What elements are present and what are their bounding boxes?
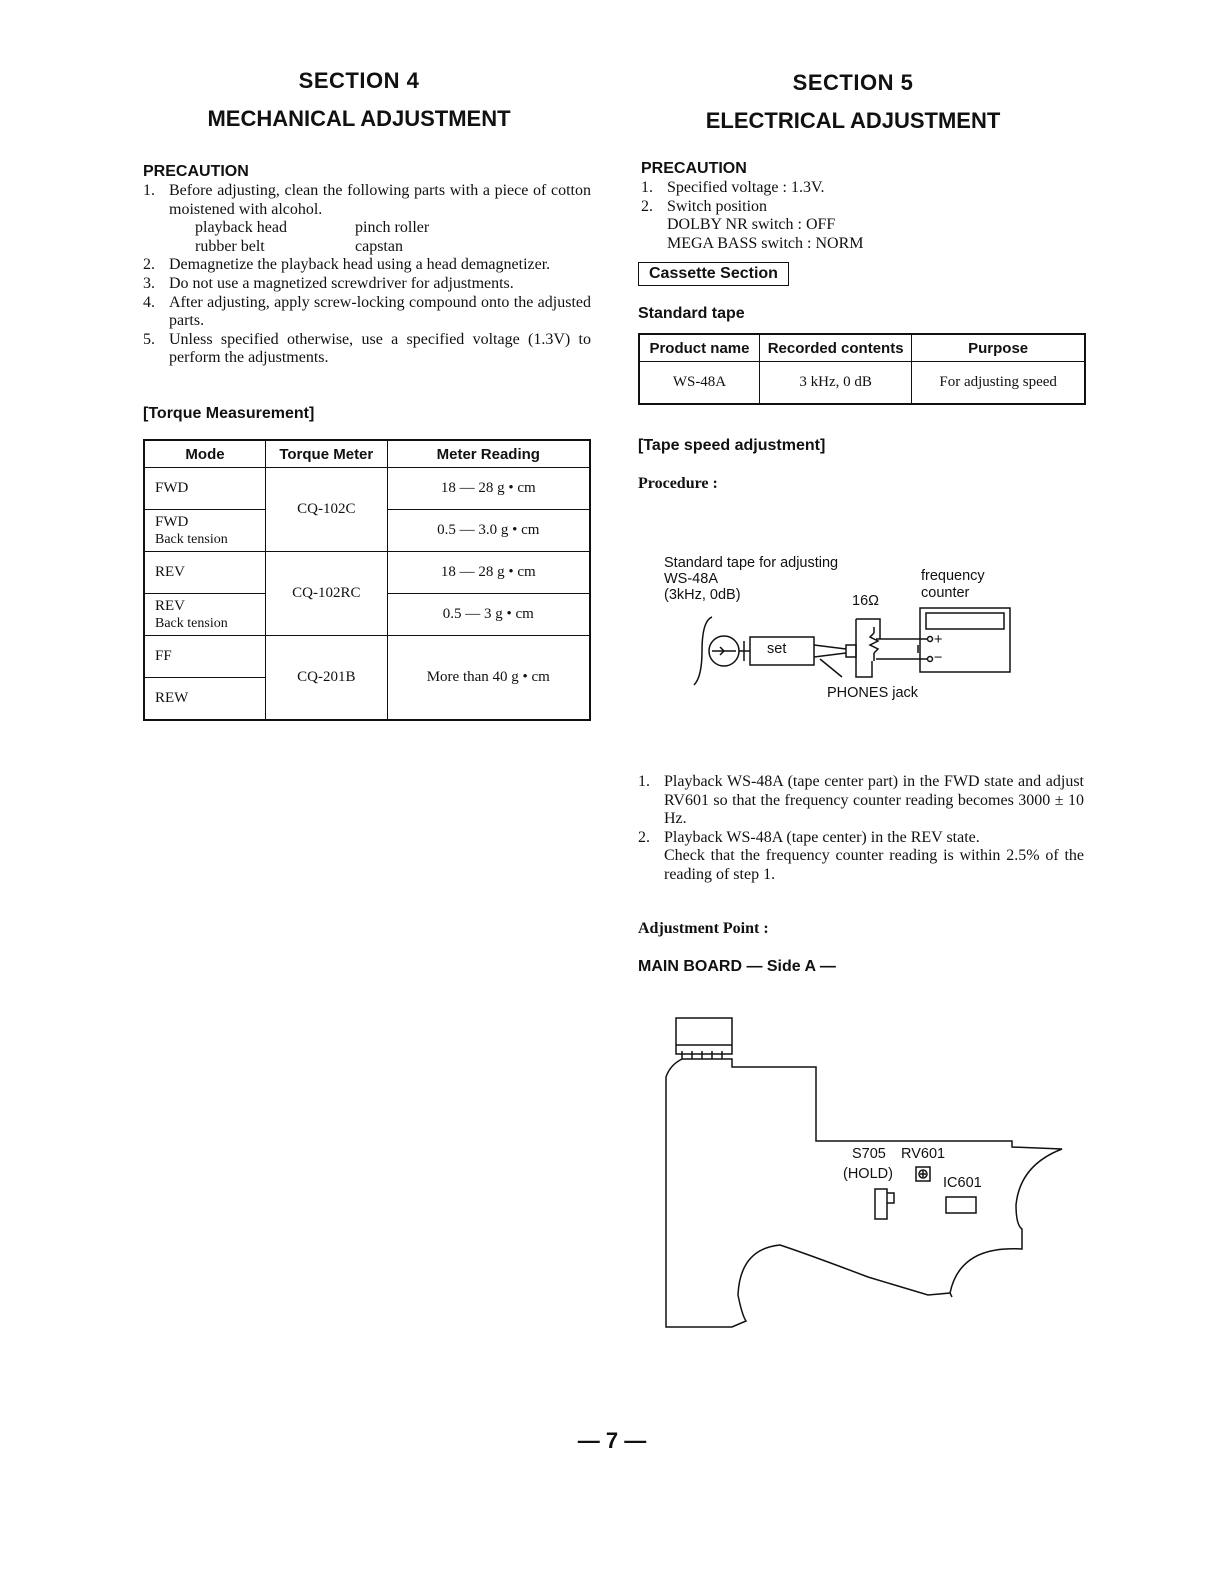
- part-item: rubber belt: [195, 237, 265, 255]
- part-item: playback head: [195, 219, 287, 237]
- table-header-product-name: Product name: [639, 334, 759, 362]
- table-header-torque-meter: Torque Meter: [266, 440, 388, 468]
- tape-speed-connection-diagram: [690, 605, 1030, 695]
- diagram-minus-label: −: [934, 650, 943, 666]
- diagram-phones-jack-label: PHONES jack: [827, 685, 919, 701]
- table-row: WS-48A 3 kHz, 0 dB For adjusting speed: [639, 362, 1085, 404]
- section5-header: [638, 70, 1068, 134]
- parts-list: [195, 219, 591, 256]
- board-ic601-label: IC601: [943, 1175, 982, 1191]
- diagram-resistor-label: 16Ω: [852, 593, 879, 609]
- table-row: REW: [144, 678, 590, 720]
- section5-number: SECTION 5: [792, 70, 914, 95]
- section4-header: [143, 68, 575, 132]
- list-item: 2. Switch position DOLBY NR switch : OFF MEGA BASS switch : NORM: [641, 198, 1081, 254]
- section4-title: MECHANICAL ADJUSTMENT: [207, 106, 511, 131]
- list-item: 1. Before adjusting, clean the following parts with a piece of cotton moistened with alcohol. playback head rubber belt pinch roller capstan: [143, 182, 591, 255]
- table-row: FWD Back tension 0.5 — 3.0 g • cm: [144, 510, 590, 552]
- section5-title: ELECTRICAL ADJUSTMENT: [705, 108, 1001, 133]
- diagram-plus-label: +: [934, 632, 943, 648]
- part-item: pinch roller: [355, 219, 430, 237]
- list-item: 2. Playback WS-48A (tape center) in the REV state. Check that the frequency counter reading is within 2.5% of the reading of step 1.: [638, 828, 1084, 883]
- torque-table: [143, 439, 591, 721]
- list-item: 4. After adjusting, apply screw-locking compound onto the adjusted parts.: [143, 293, 591, 330]
- section4-precaution-heading: PRECAUTION: [143, 163, 249, 180]
- list-item: 5. Unless specified otherwise, use a specified voltage (1.3V) to perform the adjustments.: [143, 330, 591, 367]
- switch-line: MEGA BASS switch : NORM: [667, 234, 864, 252]
- table-row: FWD CQ-102C 18 — 28 g • cm: [144, 468, 590, 510]
- table-row: FF CQ-201B More than 40 g • cm: [144, 636, 590, 678]
- section4-precaution-list: [143, 182, 591, 368]
- main-board-heading: MAIN BOARD — Side A —: [638, 958, 836, 975]
- tape-speed-heading: [Tape speed adjustment]: [638, 437, 826, 454]
- switch-line: DOLBY NR switch : OFF: [667, 216, 836, 234]
- board-rv601-label: RV601: [901, 1146, 946, 1162]
- section5-precaution-heading: PRECAUTION: [641, 160, 747, 177]
- procedure-label: Procedure :: [638, 475, 718, 492]
- board-s705-label: S705: [852, 1146, 886, 1162]
- table-row: REV CQ-102RC 18 — 28 g • cm: [144, 552, 590, 594]
- diagram-set-label: set: [767, 641, 787, 657]
- table-header-recorded-contents: Recorded contents: [759, 334, 911, 362]
- diagram-frequency-counter-label: frequency counter: [921, 568, 985, 601]
- page-number: — 7 —: [577, 1428, 647, 1453]
- diagram-tape-label: Standard tape for adjusting WS-48A (3kHz, 0dB): [664, 555, 839, 603]
- tape-speed-steps: [638, 773, 1084, 885]
- standard-tape-heading: Standard tape: [638, 305, 745, 322]
- torque-heading: [Torque Measurement]: [143, 405, 315, 422]
- table-row: REV Back tension 0.5 — 3 g • cm: [144, 594, 590, 636]
- cassette-section-label: Cassette Section: [638, 262, 789, 286]
- table-header-meter-reading: Meter Reading: [387, 440, 590, 468]
- list-item: 2. Demagnetize the playback head using a head demagnetizer.: [143, 256, 551, 274]
- section4-number: SECTION 4: [298, 68, 420, 93]
- section5-precaution-list: [641, 179, 1081, 253]
- list-item: 1. Specified voltage : 1.3V.: [641, 179, 825, 196]
- table-header-purpose: Purpose: [912, 334, 1085, 362]
- list-item: 1. Playback WS-48A (tape center part) in the FWD state and adjust RV601 so that the frequency counter reading becomes 3000 ± 10 Hz.: [638, 773, 1084, 828]
- list-item: 3. Do not use a magnetized screwdriver for adjustments.: [143, 274, 514, 292]
- part-item: capstan: [355, 237, 403, 255]
- board-hold-label: (HOLD): [843, 1166, 893, 1182]
- adjustment-point-label: Adjustment Point :: [638, 920, 769, 937]
- table-header-mode: Mode: [144, 440, 266, 468]
- standard-tape-table: [638, 333, 1086, 405]
